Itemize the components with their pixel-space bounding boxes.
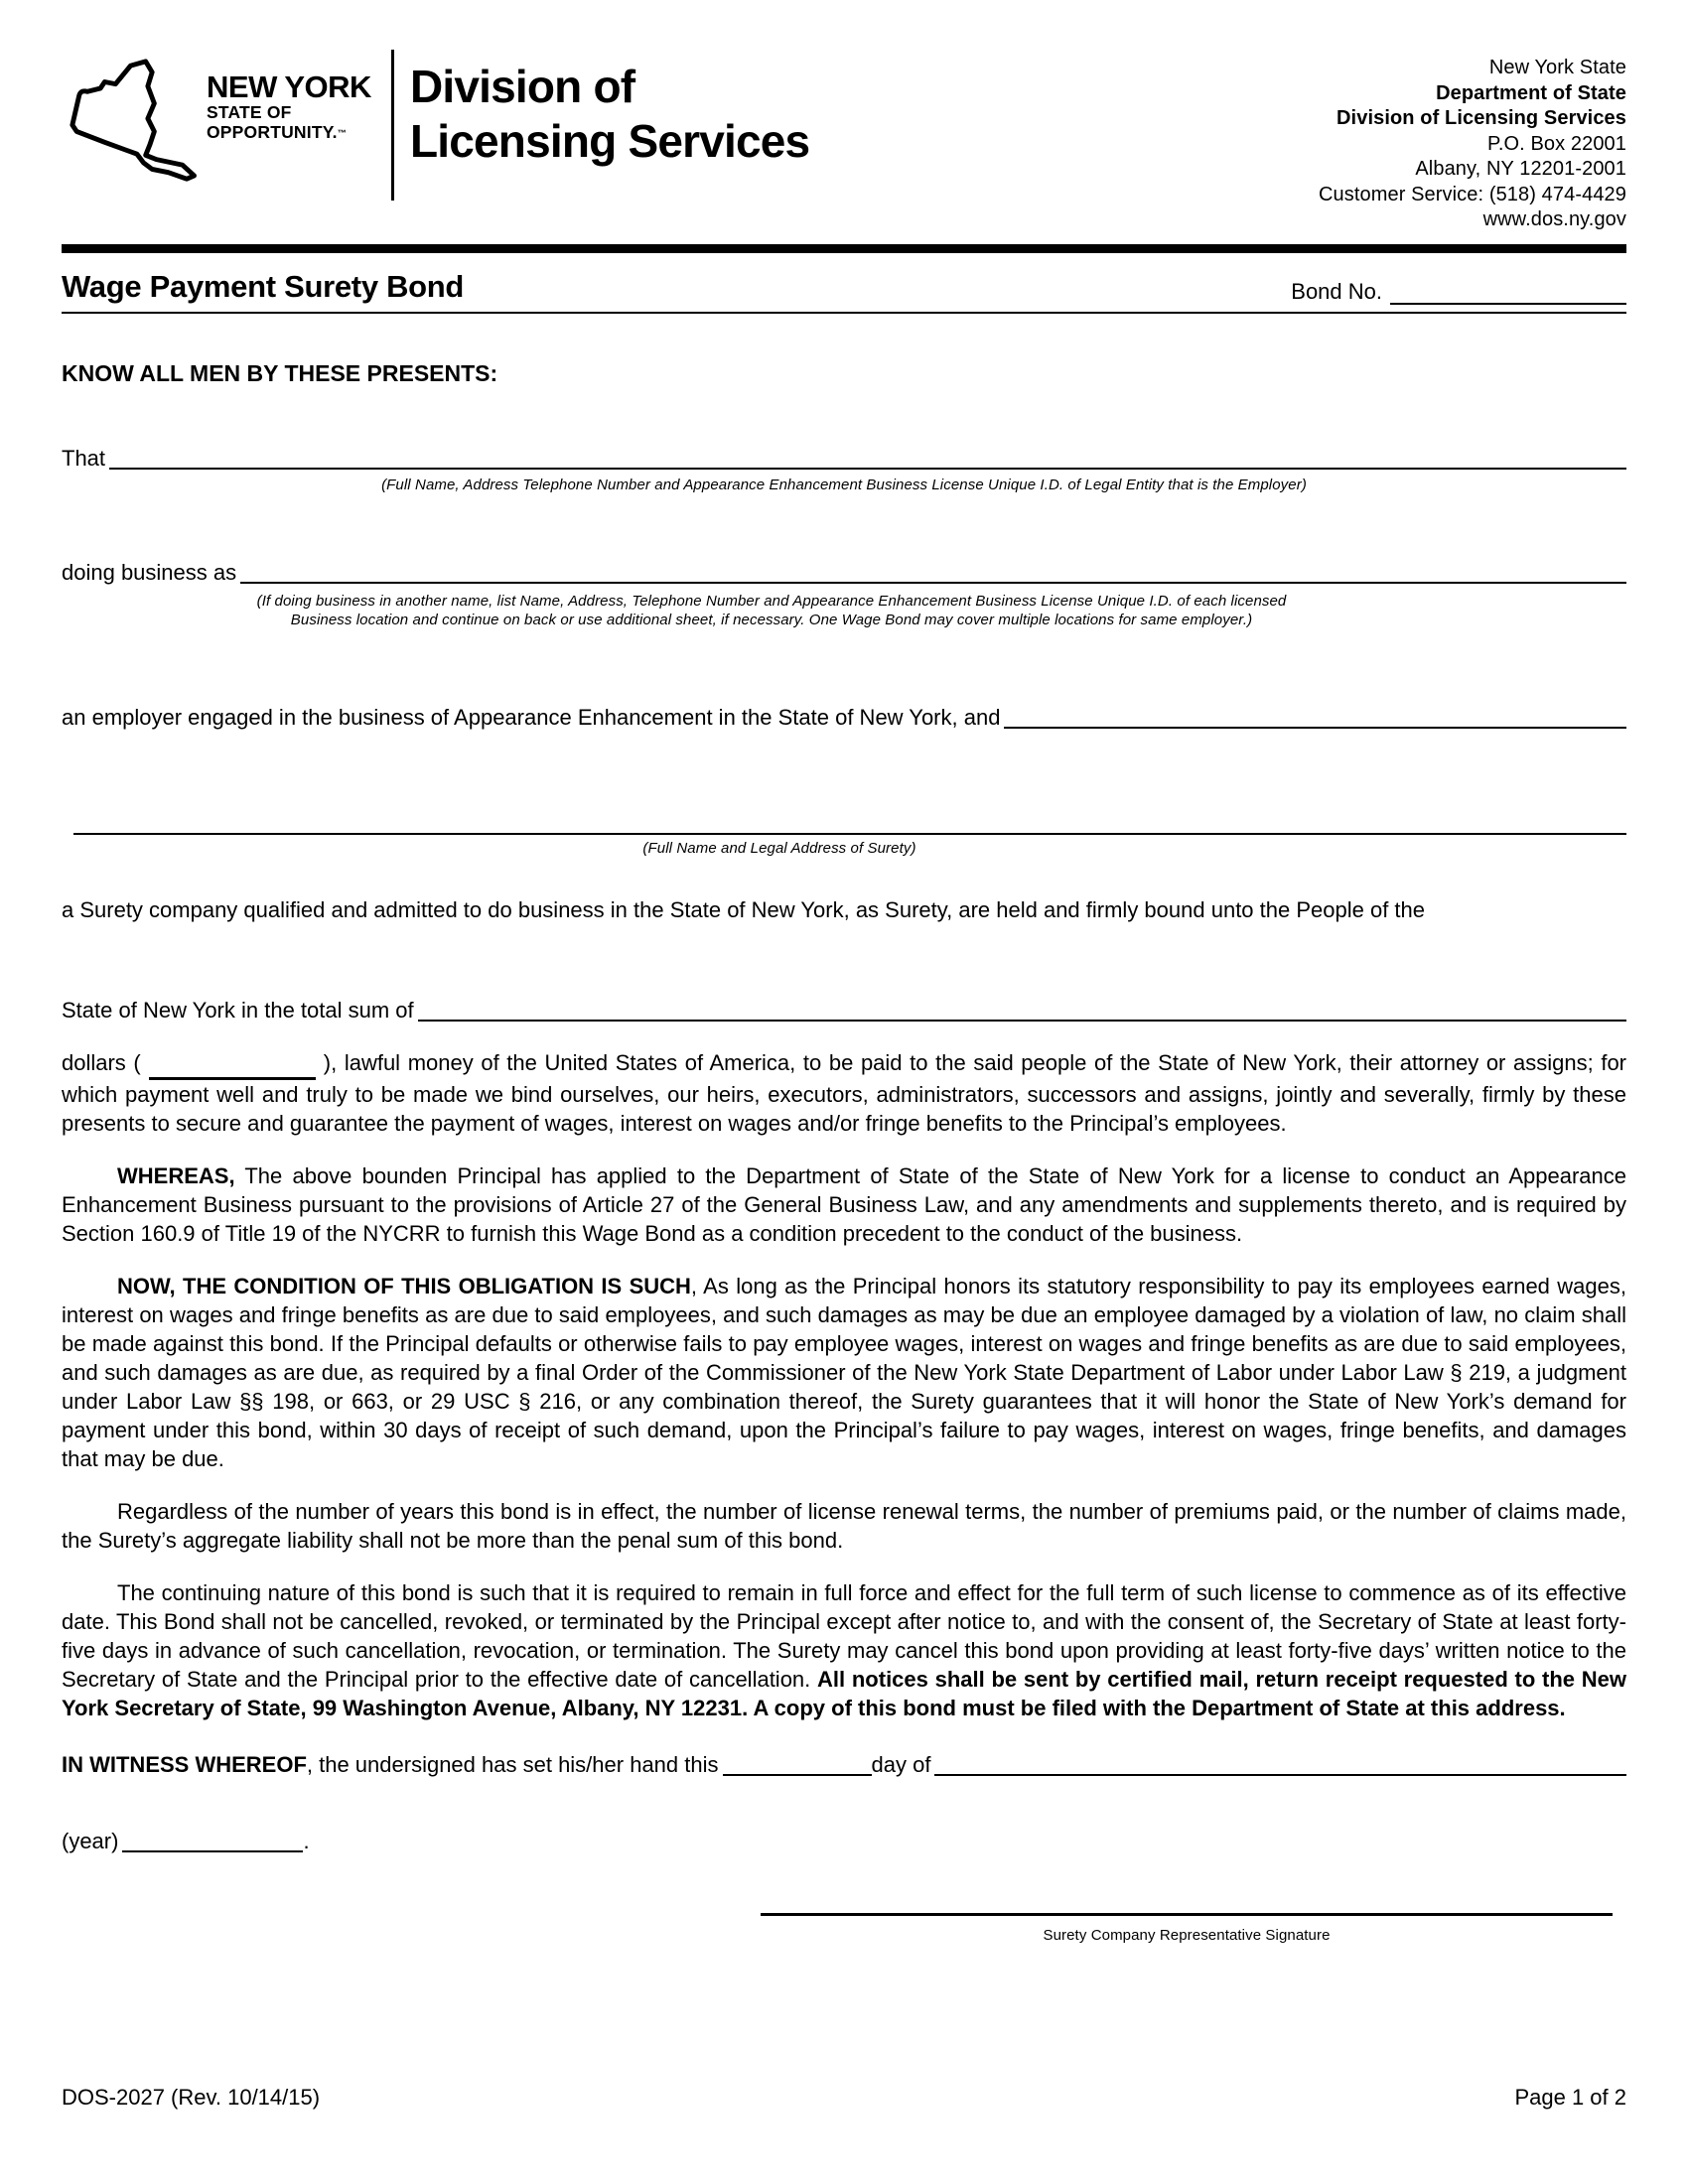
bond-number-blank[interactable] (1390, 277, 1626, 305)
dba-blank[interactable] (240, 582, 1626, 584)
day-blank[interactable] (723, 1774, 872, 1776)
address-line-6: Customer Service: (518) 474-4429 (1318, 183, 1626, 205)
dollars-paragraph (62, 1048, 1626, 1138)
year-label: (year) (62, 1829, 119, 1853)
division-title-line-2: Licensing Services (409, 115, 810, 167)
page-indicator: Page 1 of 2 (1514, 2085, 1626, 2110)
aggregate-liability-paragraph: Regardless of the number of years this bond is in effect, the number of license renewal terms, the number of premiums paid, or the number of claims made, the Surety’s aggregate liability shall not be more than the penal sum of this bond. (62, 1499, 1626, 1553)
signature-caption: Surety Company Representative Signature (1043, 1927, 1331, 1944)
address-line-2: Department of State (1436, 81, 1626, 104)
bond-number-group (1291, 277, 1626, 305)
title-row (62, 269, 1626, 305)
division-title-line-1: Division of (409, 61, 635, 112)
day-of-label: day of (871, 1752, 931, 1777)
page-title: Wage Payment Surety Bond (62, 269, 465, 304)
dba-label: doing business as (62, 560, 237, 585)
wordmark-tagline-2 (207, 122, 371, 143)
form-body (62, 359, 1626, 1950)
wordmark-tagline-2-text: OPPORTUNITY. (207, 122, 338, 142)
division-title (410, 60, 809, 169)
dba-caption (151, 592, 1392, 629)
agency-address-block (1319, 56, 1626, 233)
continuing-nature-paragraph (62, 1578, 1626, 1722)
wordmark-state-name: NEW YORK (207, 69, 371, 104)
whereas-text: The above bounden Principal has applied to the Department of State of the State of New York for a license to conduct an Appearance Enhancement Business pursuant to the provisions of Article 27 of the General Business Law, and any amendments and supplements thereto, and is required by Section 160.9 of Title 19 of the NYCRR to furnish this Wage Bond as a condition precedent to the conduct of the business. (62, 1163, 1626, 1246)
dba-caption-line-1: (If doing business in another name, list Name, Address, Telephone Number and Appearance Enhancement Business License Unique I.D. of each licensed (256, 593, 1287, 610)
year-blank[interactable] (122, 1850, 303, 1852)
condition-text: , As long as the Principal honors its statutory responsibility to pay its employees earned wages, interest on wages and fringe benefits as are due to said employees, and such damages as may be due an employee damaged by a violation of law, no claim shall be made against this bond. If the Principal defaults or otherwise fails to pay employee wages, interest on wages and fringe benefits as are due to said employees, and such damages as are due, as required by a final Order of the Commissioner of the New York State Department of Labor under Labor Law § 219, a judgment under Labor Law §§ 198, or 663, or 29 USC § 216, or any combination thereof, the Surety guarantees that it will honor the State of New York’s demand for payment under this bond, within 30 days of receipt of such demand, upon the Principal’s failure to pay wages, interest on wages, fringe benefits, and damages that may be due. (62, 1274, 1626, 1471)
dba-caption-line-2: Business location and continue on back or use additional sheet, if necessary. One Wage Bond may cover multiple locations for same employer.) (290, 612, 1253, 628)
whereas-keyword: WHEREAS, (117, 1163, 235, 1188)
surety-name-blank-1[interactable] (1004, 727, 1626, 729)
logo-divider (391, 50, 394, 201)
nys-logo (62, 38, 809, 201)
address-line-7: www.dos.ny.gov (1482, 208, 1626, 230)
form-number: DOS-2027 (Rev. 10/14/15) (62, 2085, 321, 2110)
surety-caption: (Full Name and Legal Address of Surety) (642, 840, 916, 857)
principal-name-caption: (Full Name, Address Telephone Number and Appearance Enhancement Business License Unique I.D. of Legal Entity that is the Employer) (381, 477, 1307, 493)
witness-row (62, 1750, 1626, 1779)
condition-paragraph (62, 1272, 1626, 1473)
nys-wordmark (207, 71, 371, 143)
principal-name-blank[interactable] (109, 468, 1626, 470)
opening-declaration: KNOW ALL MEN BY THESE PRESENTS: (62, 360, 498, 386)
that-label: That (62, 446, 106, 471)
surety-name-blank-2[interactable] (73, 833, 1626, 835)
surety-statement: a Surety company qualified and admitted to do business in the State of New York, as Surety, are held and firmly bound unto the People of the (62, 897, 1426, 922)
dollars-post-text: ), lawful money of the United States of America, to be paid to the said people of the State of New York, their attorney or assigns; for which payment well and truly to be made we bind ourselves, our heirs, executors, administrators, successors and assigns, jointly and severally, firmly by these presents to secure and guarantee the payment of wages, interest on wages and/or fringe benefits to the Principal’s employees. (62, 1050, 1627, 1136)
signature-block (761, 1913, 1613, 1950)
signature-line[interactable] (761, 1913, 1613, 1916)
witness-text: , the undersigned has set his/her hand this (306, 1752, 719, 1777)
wordmark-tagline-1: STATE OF (207, 102, 292, 122)
bond-number-label: Bond No. (1291, 279, 1382, 304)
header-rule-bar (62, 244, 1626, 253)
address-line-4: P.O. Box 22001 (1486, 132, 1626, 155)
address-line-1: New York State (1488, 57, 1626, 78)
witness-keyword: IN WITNESS WHEREOF (62, 1752, 307, 1777)
dollars-pre-text: dollars ( (62, 1050, 141, 1075)
title-underline-rule (62, 312, 1626, 314)
ny-state-outline-icon (62, 52, 212, 201)
whereas-paragraph (62, 1161, 1626, 1248)
total-sum-label: State of New York in the total sum of (62, 998, 414, 1023)
total-sum-row (62, 996, 1626, 1024)
condition-keyword: NOW, THE CONDITION OF THIS OBLIGATION IS SUCH (117, 1274, 691, 1298)
form-header (62, 38, 1626, 232)
principal-name-row (62, 444, 1626, 473)
month-blank[interactable] (934, 1774, 1626, 1776)
dba-row (62, 558, 1626, 587)
notices-bold-text: All notices shall be sent by certified mail, return receipt requested to the New York Secretary of State, 99 Washington Avenue, Albany, NY 12231. A copy of this bond must be filed with the Department of State at this address. (62, 1667, 1626, 1720)
continuing-nature-text: The continuing nature of this bond is such that it is required to remain in full force and effect for the full term of such license to commence as of its effective date. This Bond shall not be cancelled, revoked, or terminated by the Principal except after notice to, and with the consent of, the Secretary of State at least forty-five days in advance of such cancellation, revocation, or termination. The Surety may cancel this bond upon providing at least forty-five days’ written notice to the Secretary of State and the Principal prior to the effective date of cancellation. (62, 1580, 1626, 1692)
year-row (62, 1827, 320, 1855)
employer-statement: an employer engaged in the business of Appearance Enhancement in the State of New York, and (62, 705, 1001, 730)
address-line-3: Division of Licensing Services (1336, 107, 1626, 129)
trademark-symbol: ™ (337, 128, 347, 138)
dollars-amount-blank[interactable] (149, 1048, 316, 1080)
form-footer (62, 2085, 1626, 2111)
total-sum-blank[interactable] (418, 1020, 1626, 1022)
address-line-5: Albany, NY 12201-2001 (1415, 158, 1626, 180)
year-period: . (303, 1829, 310, 1853)
employer-row (62, 703, 1626, 732)
